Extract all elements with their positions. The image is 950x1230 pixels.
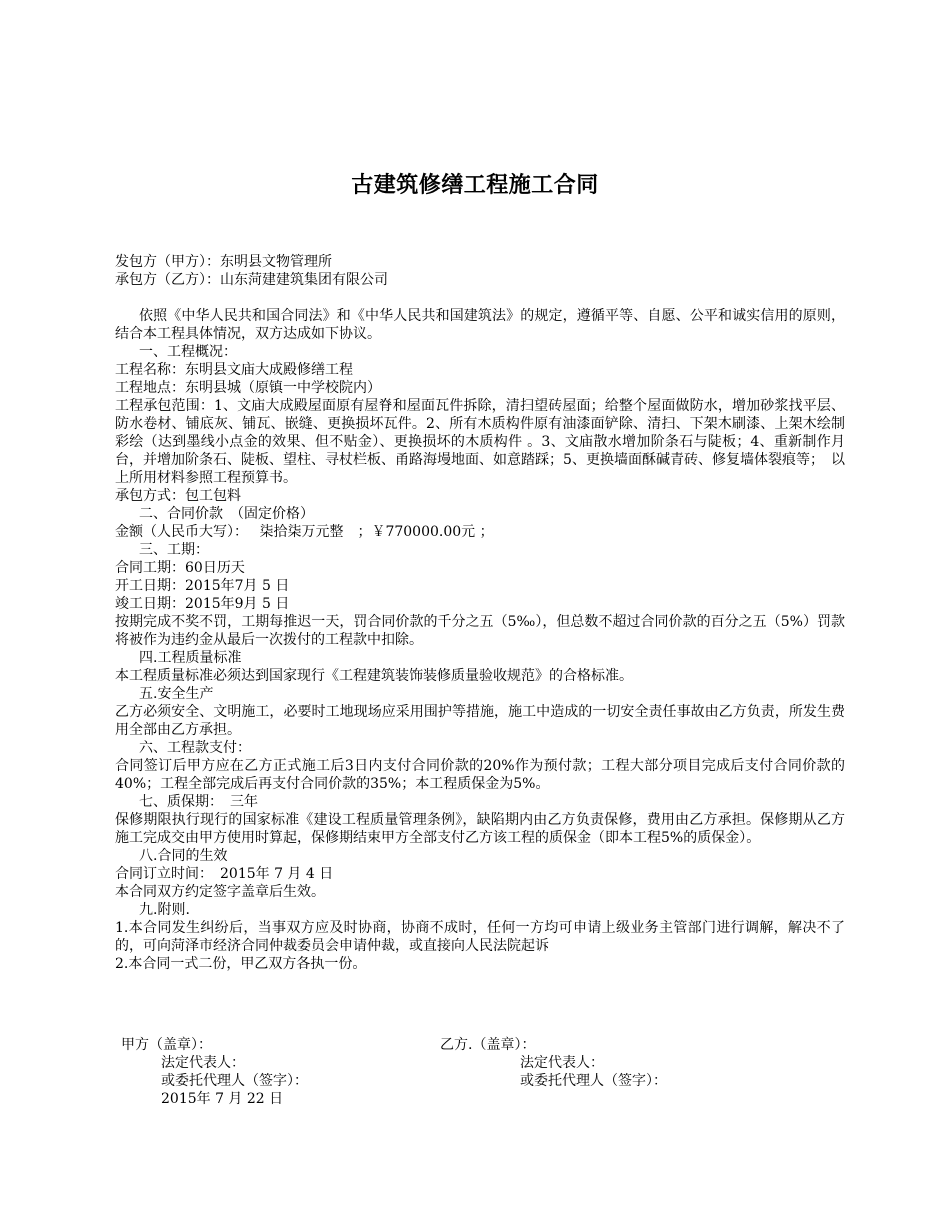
section-7-heading: 七、质保期： 三年 <box>139 794 258 810</box>
contract-body <box>115 253 845 973</box>
contract-method: 承包方式：包工包料 <box>115 488 241 504</box>
appendix-item-2: 2.本合同一式二份，甲乙双方各执一份。 <box>115 956 367 972</box>
start-date: 开工日期：2015年7月 5 日 <box>115 578 290 594</box>
section-4-heading: 四.工程质量标准 <box>139 650 242 666</box>
appendix-item-1: 1.本合同发生纠纷后，当事双方应及时协商，协商不成时，任何一方均可申请上级业务主管部门进行调解，解决不了的，可向菏泽市经济合同仲裁委员会申请仲裁，或直接向人民法院起诉 <box>115 920 845 954</box>
party-a-representative: 法定代表人： <box>161 1055 245 1071</box>
section-9-heading: 九.附则. <box>139 902 190 918</box>
effectiveness-text: 本合同双方约定签字盖章后生效。 <box>115 884 325 900</box>
party-a-line: 发包方（甲方）：东明县文物管理所 <box>115 254 332 270</box>
section-1-heading: 一、工程概况： <box>139 344 237 360</box>
section-2-heading: 二、合同价款 （固定价格） <box>139 506 314 522</box>
party-b-seal: 乙方.（盖章）： <box>440 1037 536 1053</box>
warranty-text: 保修期限执行现行的国家标准《建设工程质量管理条例》，缺陷期内由乙方负责保修，费用由乙方承担。保修期从乙方施工完成交由甲方使用时算起，保修期结束甲方全部支付乙方该工程的质保金（即本工程5%的质保金）。 <box>115 812 845 846</box>
quality-standard: 本工程质量标准必须达到国家现行《工程建筑装饰装修质量验收规范》的合格标准。 <box>115 668 633 684</box>
section-8-heading: 八.合同的生效 <box>139 848 228 864</box>
page-title: 古建筑修缮工程施工合同 <box>351 173 599 198</box>
project-scope: 工程承包范围：1、文庙大成殿屋面原有屋脊和屋面瓦件拆除，清扫望砖屋面；给整个屋面做防水，增加砂浆找平层、防水卷材、铺底灰、铺瓦、嵌缝、更换损坏瓦件。2、所有木质构件原有油漆面铲除、清扫、下架木刷漆、上架木绘制彩绘（达到墨线小点金的效果、但不贴金）、更换损坏的木质构件 。3、文庙散水增加阶条石与陡板；4、重新制作月台，并增加阶条石、陡板、望柱、寻杖栏板、甬路海墁地面、如意踏踩；5、更换墙面酥碱青砖、修复墙体裂痕等； 以上所用材料参照工程预算书。 <box>115 398 845 486</box>
party-b-agent: 或委托代理人（签字）： <box>520 1073 667 1089</box>
party-a-signature <box>121 1036 421 1108</box>
section-5-heading: 五.安全生产 <box>139 686 214 702</box>
party-a-seal: 甲方（盖章）： <box>121 1037 212 1053</box>
party-a-agent: 或委托代理人（签字）： <box>161 1073 308 1089</box>
party-a-date: 2015年 7 月 22 日 <box>161 1091 284 1107</box>
project-name: 工程名称：东明县文庙大成殿修缮工程 <box>115 362 353 378</box>
contract-duration: 合同工期：60日历天 <box>115 560 245 576</box>
section-3-heading: 三、工期： <box>139 542 209 558</box>
delay-penalty: 按期完成不奖不罚，工期每推迟一天，罚合同价款的千分之五（5‰），但总数不超过合同价款的百分之五（5%）罚款将被作为违约金从最后一次拨付的工程款中扣除。 <box>115 614 845 648</box>
signing-date: 合同订立时间： 2015年 7 月 4 日 <box>115 866 334 882</box>
party-b-signature <box>440 1036 770 1090</box>
contract-amount: 金额（人民币大写）： 柒拾柒万元整 ；￥770000.00元 ； <box>115 524 494 540</box>
preamble: 依照《中华人民共和国合同法》和《中华人民共和国建筑法》的规定，遵循平等、自愿、公平和诚实信用的原则，结合本工程具体情况，双方达成如下协议。 <box>115 308 845 342</box>
payment-text: 合同签订后甲方应在乙方正式施工后3日内支付合同价款的20%作为预付款；工程大部分项目完成后支付合同价款的40%；工程全部完成后再支付合同价款的35%；本工程质保金为5%。 <box>115 758 845 792</box>
end-date: 竣工日期：2015年9月 5 日 <box>115 596 290 612</box>
party-b-representative: 法定代表人： <box>520 1055 604 1071</box>
party-b-line: 承包方（乙方）：山东菏建建筑集团有限公司 <box>115 272 388 288</box>
safety-text: 乙方必须安全、文明施工，必要时工地现场应采用围护等措施，施工中造成的一切安全责任事故由乙方负责，所发生费用全部由乙方承担。 <box>115 704 845 738</box>
section-6-heading: 六、工程款支付： <box>139 740 251 756</box>
project-location: 工程地点：东明县城（原镇一中学校院内） <box>115 380 381 396</box>
